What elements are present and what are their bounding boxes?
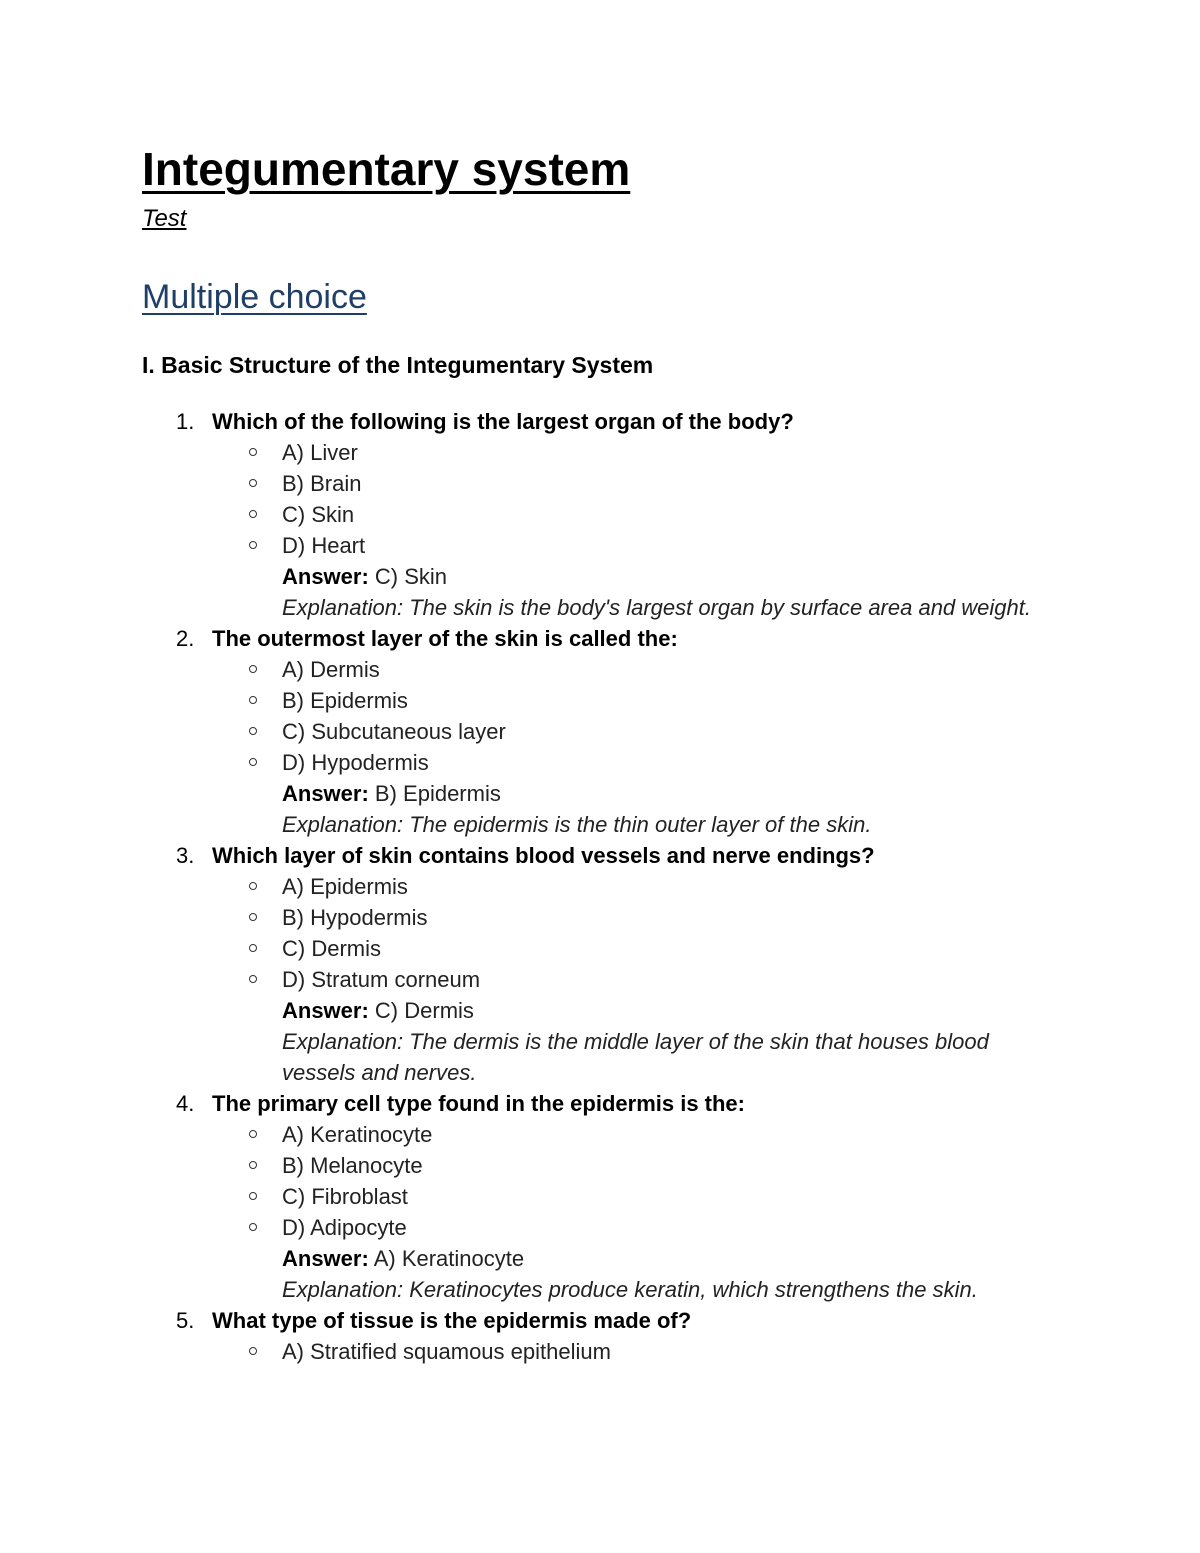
question-text: Which of the following is the largest organ of the body? (212, 409, 794, 434)
option-item (212, 964, 1102, 995)
option-text: A) Epidermis (282, 874, 408, 899)
section-heading: Multiple choice (142, 278, 367, 316)
question-item (142, 406, 1102, 623)
option-item (212, 437, 1102, 468)
explanation-label: Explanation: (282, 812, 404, 837)
hollow-circle-bullet-icon (249, 665, 257, 673)
hollow-circle-bullet-icon (249, 913, 257, 921)
subsection-heading: I. Basic Structure of the Integumentary System (142, 352, 654, 378)
explanation-label: Explanation: (282, 595, 404, 620)
question-list (142, 406, 1102, 1367)
hollow-circle-bullet-icon (249, 1130, 257, 1138)
option-item (212, 716, 1102, 747)
hollow-circle-bullet-icon (249, 882, 257, 890)
option-text: B) Epidermis (282, 688, 408, 713)
explanation-line (212, 592, 1042, 623)
hollow-circle-bullet-icon (249, 448, 257, 456)
answer-value: B) Epidermis (374, 781, 501, 806)
option-text: C) Dermis (282, 936, 381, 961)
explanation-label: Explanation: (282, 1029, 404, 1054)
option-text: D) Stratum corneum (282, 967, 481, 992)
option-text: C) Subcutaneous layer (282, 719, 506, 744)
option-list (212, 871, 1102, 995)
explanation-text: Keratinocytes produce keratin, which strengthens the skin. (409, 1277, 978, 1302)
answer-label: Answer: (282, 998, 369, 1023)
option-text: A) Keratinocyte (282, 1122, 433, 1147)
option-text: A) Liver (282, 440, 358, 465)
option-text: D) Heart (282, 533, 366, 558)
option-item (212, 530, 1102, 561)
answer-value: C) Dermis (374, 998, 474, 1023)
answer-line (212, 1243, 1102, 1274)
question-item (142, 623, 1102, 840)
question-number: 2. (176, 626, 195, 651)
hollow-circle-bullet-icon (249, 1192, 257, 1200)
hollow-circle-bullet-icon (249, 975, 257, 983)
option-item (212, 1336, 1102, 1367)
option-list (212, 1336, 1102, 1367)
option-item (212, 654, 1102, 685)
hollow-circle-bullet-icon (249, 1347, 257, 1355)
hollow-circle-bullet-icon (249, 944, 257, 952)
hollow-circle-bullet-icon (249, 1161, 257, 1169)
explanation-text: The skin is the body's largest organ by surface area and weight. (409, 595, 1031, 620)
hollow-circle-bullet-icon (249, 1223, 257, 1231)
answer-line (212, 561, 1102, 592)
question-text: The primary cell type found in the epidermis is the: (212, 1091, 745, 1116)
option-list (212, 437, 1102, 561)
answer-value: C) Skin (374, 564, 448, 589)
explanation-line (212, 1026, 1042, 1088)
option-text: A) Stratified squamous epithelium (282, 1339, 611, 1364)
hollow-circle-bullet-icon (249, 727, 257, 735)
option-item (212, 1119, 1102, 1150)
question-text: Which layer of skin contains blood vessels and nerve endings? (212, 843, 875, 868)
explanation-text: The dermis is the middle layer of the skin that houses blood vessels and nerves. (282, 1029, 989, 1085)
question-number: 4. (176, 1091, 195, 1116)
answer-label: Answer: (282, 1246, 369, 1271)
hollow-circle-bullet-icon (249, 758, 257, 766)
option-item (212, 933, 1102, 964)
option-item (212, 871, 1102, 902)
question-item (142, 1305, 1102, 1367)
option-list (212, 1119, 1102, 1243)
option-item (212, 468, 1102, 499)
document-subtitle: Test (142, 205, 187, 232)
question-number: 3. (176, 843, 195, 868)
explanation-line (212, 1274, 1042, 1305)
hollow-circle-bullet-icon (249, 510, 257, 518)
option-item (212, 747, 1102, 778)
option-item (212, 1212, 1102, 1243)
answer-label: Answer: (282, 781, 369, 806)
question-item (142, 840, 1102, 1088)
question-number: 1. (176, 409, 195, 434)
option-item (212, 499, 1102, 530)
question-item (142, 1088, 1102, 1305)
answer-line (212, 995, 1102, 1026)
option-list (212, 654, 1102, 778)
answer-value: A) Keratinocyte (373, 1246, 525, 1271)
option-item (212, 1150, 1102, 1181)
option-text: B) Melanocyte (282, 1153, 423, 1178)
option-text: A) Dermis (282, 657, 380, 682)
question-text: What type of tissue is the epidermis made of? (212, 1308, 692, 1333)
option-text: B) Brain (282, 471, 362, 496)
document-title: Integumentary system (142, 143, 631, 195)
explanation-label: Explanation: (282, 1277, 404, 1302)
option-item (212, 685, 1102, 716)
hollow-circle-bullet-icon (249, 696, 257, 704)
explanation-text: The epidermis is the thin outer layer of the skin. (409, 812, 872, 837)
option-item (212, 1181, 1102, 1212)
option-text: C) Skin (282, 502, 355, 527)
explanation-line (212, 809, 1042, 840)
option-text: D) Hypodermis (282, 750, 429, 775)
answer-label: Answer: (282, 564, 369, 589)
hollow-circle-bullet-icon (249, 541, 257, 549)
hollow-circle-bullet-icon (249, 479, 257, 487)
option-text: B) Hypodermis (282, 905, 428, 930)
option-item (212, 902, 1102, 933)
question-number: 5. (176, 1308, 195, 1333)
option-text: D) Adipocyte (282, 1215, 407, 1240)
option-text: C) Fibroblast (282, 1184, 408, 1209)
answer-line (212, 778, 1102, 809)
question-text: The outermost layer of the skin is called the: (212, 626, 678, 651)
